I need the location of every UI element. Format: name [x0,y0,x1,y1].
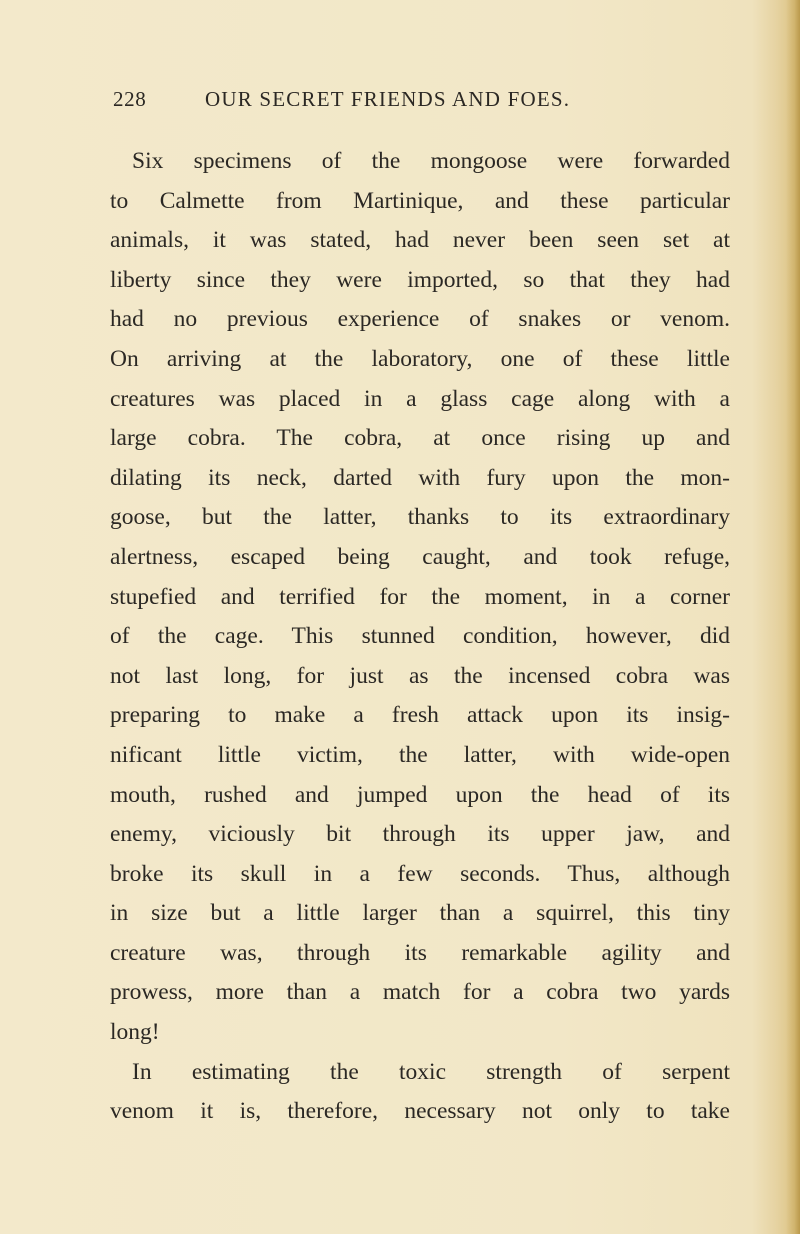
text-line: creatures was placed in a glass cage along with a [110,385,730,412]
text-line: preparing to make a fresh attack upon its insig- [110,702,730,729]
text-line: creature was, through its remarkable agility and [110,939,730,966]
text-line: Six specimens of the mongoose were forwarded [132,148,730,174]
text-line: On arriving at the laboratory, one of these little [110,345,730,372]
text-line: goose, but the latter, thanks to its extraordinary [110,504,730,531]
text-line: nificant little victim, the latter, with wide-open [110,741,730,768]
text-line: enemy, viciously bit through its upper jaw, and [110,821,730,848]
text-line: large cobra. The cobra, at once rising up and [110,425,730,452]
text-line: dilating its neck, darted with fury upon the mon- [110,464,730,491]
running-head [113,87,693,117]
running-title: OUR SECRET FRIENDS AND FOES. [205,87,571,111]
text-line: prowess, more than a match for a cobra two yards [110,979,730,1006]
text-line: alertness, escaped being caught, and took refuge, [110,543,730,570]
text-line: had no previous experience of snakes or venom. [110,306,730,333]
text-line: stupefied and terrified for the moment, in a corner [110,583,730,610]
text-line: to Calmette from Martinique, and these particular [110,187,730,214]
text-line: venom it is, therefore, necessary not only to take [110,1098,730,1125]
text-line: mouth, rushed and jumped upon the head of its [110,781,730,808]
text-line: In estimating the toxic strength of serpent [132,1058,730,1085]
text-line: in size but a little larger than a squirrel, this tiny [110,900,730,927]
text-line: broke its skull in a few seconds. Thus, although [110,860,730,887]
text-line: not last long, for just as the incensed cobra was [110,662,730,689]
text-line: animals, it was stated, had never been seen set at [110,227,730,254]
text-line: of the cage. This stunned condition, however, did [110,623,730,650]
body-text [110,142,730,1132]
text-line: long! [110,1019,160,1046]
page-number: 228 [113,87,147,111]
page-edge-shadow [786,0,800,1234]
text-line: liberty since they were imported, so that they had [110,266,730,293]
